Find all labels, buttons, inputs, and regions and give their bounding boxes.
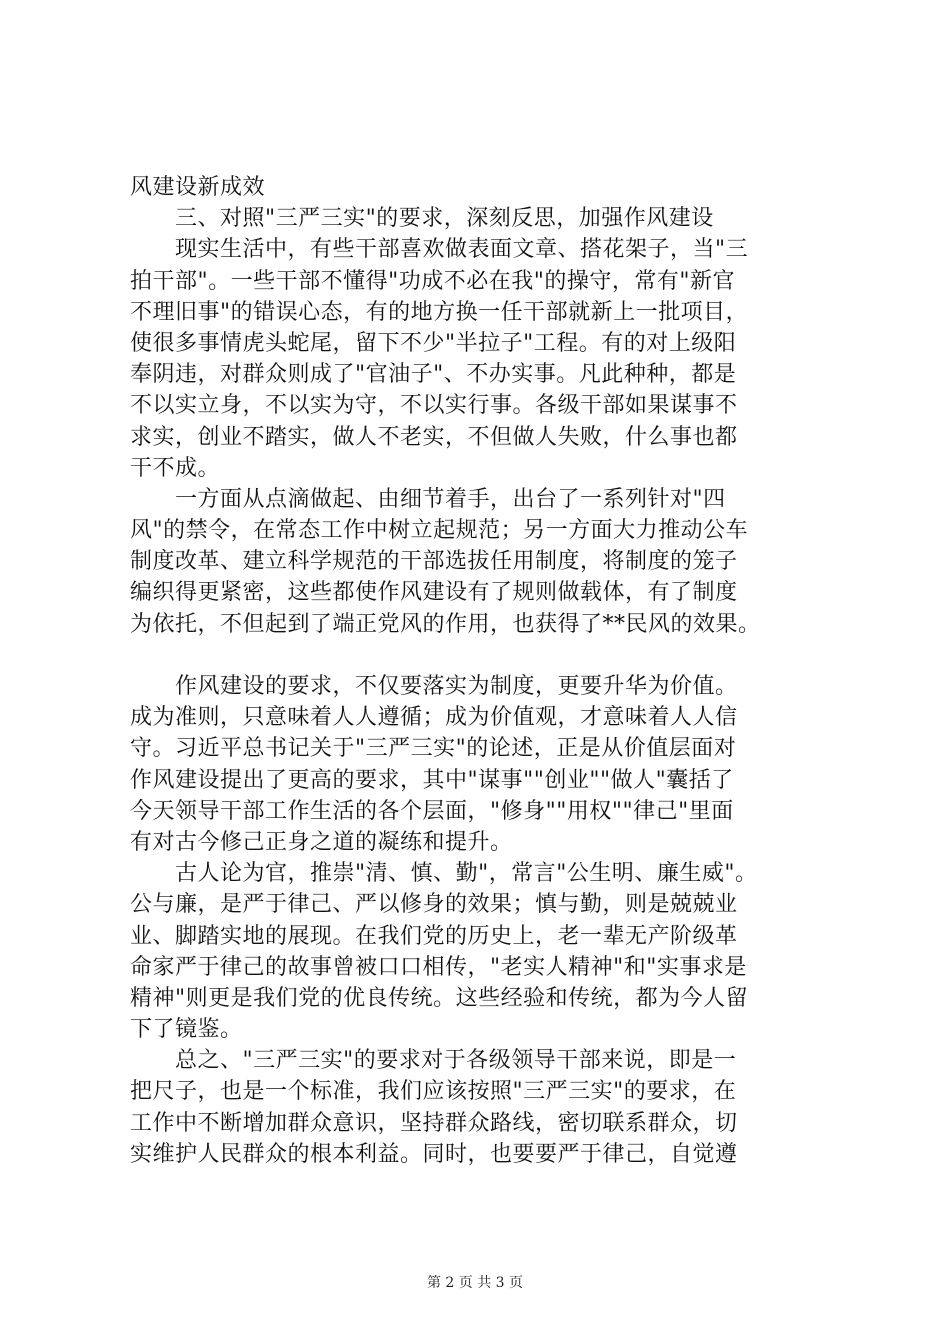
text-line: 风"的禁令，在常态工作中树立起规范；另一方面大力推动公车 bbox=[130, 518, 749, 544]
text-line: 下了镜鉴。 bbox=[130, 1017, 243, 1043]
text-line: 拍干部"。一些干部不懂得"功成不必在我"的操守，常有"新官 bbox=[130, 268, 735, 294]
page-footer: 第 2 页 共 3 页 bbox=[426, 1275, 524, 1291]
text-line: 总之、"三严三实"的要求对于各级领导干部来说，即是一 bbox=[130, 1048, 737, 1074]
text-line: 一方面从点滴做起、由细节着手，出台了一系列针对"四 bbox=[130, 486, 726, 512]
text-line: 工作中不断增加群众意识，坚持群众路线，密切联系群众，切 bbox=[130, 1110, 738, 1136]
text-line: 命家严于律己的故事曾被口口相传，"老实人精神"和"实事求是 bbox=[130, 954, 747, 980]
text-line: 不理旧事"的错误心态，有的地方换一任干部就新上一批项目， bbox=[130, 299, 749, 325]
text-line: 三、对照"三严三实"的要求，深刻反思，加强作风建设 bbox=[130, 206, 714, 232]
text-line: 求实，创业不踏实，做人不老实，不但做人失败，什么事也都 bbox=[130, 424, 738, 450]
paragraph-gap bbox=[130, 640, 850, 671]
text-line: 业、脚踏实地的展现。在我们党的历史上，老一辈无产阶级革 bbox=[130, 923, 738, 949]
text-line: 不以实立身，不以实为守，不以实行事。各级干部如果谋事不 bbox=[130, 393, 738, 419]
text-line: 公与廉，是严于律己、严以修身的效果；慎与勤，则是兢兢业 bbox=[130, 892, 738, 918]
text-line: 有对古今修己正身之道的凝练和提升。 bbox=[130, 829, 513, 855]
document-body bbox=[130, 172, 850, 1170]
text-line: 成为准则，只意味着人人遵循；成为价值观，才意味着人人信 bbox=[130, 705, 738, 731]
text-line: 现实生活中，有些干部喜欢做表面文章、搭花架子，当"三 bbox=[130, 237, 749, 263]
text-line: 精神"则更是我们党的优良传统。这些经验和传统，都为今人留 bbox=[130, 985, 749, 1011]
text-line: 使很多事情虎头蛇尾，留下不少"半拉子"工程。有的对上级阳 bbox=[130, 330, 737, 356]
text-line: 干不成。 bbox=[130, 455, 221, 481]
text-line: 实维护人民群众的根本利益。同时，也要要严于律己，自觉遵 bbox=[130, 1141, 738, 1167]
text-line: 今天领导干部工作生活的各个层面，"修身""用权""律己"里面 bbox=[130, 798, 734, 824]
text-line: 作风建设的要求，不仅要落实为制度，更要升华为价值。 bbox=[130, 674, 738, 699]
text-line: 奉阴违，对群众则成了"官油子"、不办实事。凡此种种，都是 bbox=[130, 362, 737, 388]
text-line: 守。习近平总书记关于"三严三实"的论述，正是从价值层面对 bbox=[130, 736, 737, 762]
text-line: 为依托，不但起到了端正党风的作用，也获得了**民风的效果。 bbox=[130, 611, 761, 637]
text-line: 把尺子，也是一个标准，我们应该按照"三严三实"的要求，在 bbox=[130, 1079, 737, 1105]
text-line: 风建设新成效 bbox=[130, 175, 266, 200]
text-line: 制度改革、建立科学规范的干部选拔任用制度，将制度的笼子 bbox=[130, 549, 738, 575]
text-line: 作风建设提出了更高的要求，其中"谋事""创业""做人"囊括了 bbox=[130, 767, 734, 793]
text-line: 编织得更紧密，这些都使作风建设有了规则做载体，有了制度 bbox=[130, 580, 738, 606]
text-line: 古人论为官，推崇"清、慎、勤"，常言"公生明、廉生威"。 bbox=[130, 861, 758, 887]
